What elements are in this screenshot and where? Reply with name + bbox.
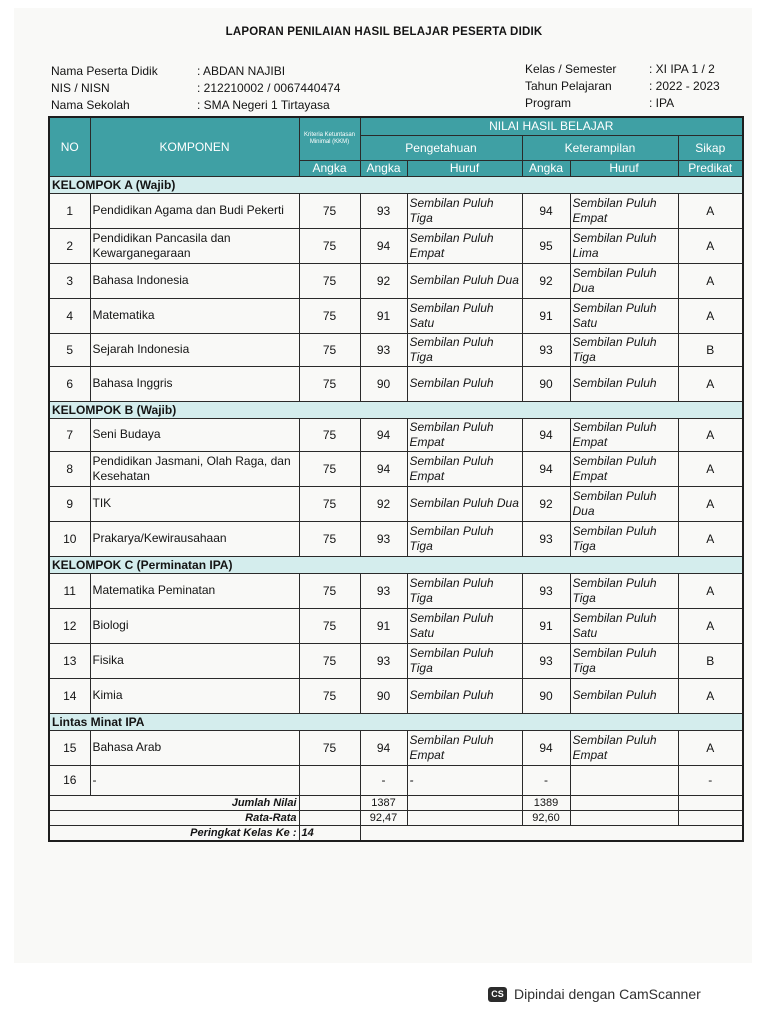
subject-name: Prakarya/Kewirausahaan (90, 521, 299, 556)
keterampilan-huruf: Sembilan Puluh Empat (570, 451, 678, 486)
group-label: KELOMPOK B (Wajib) (49, 401, 743, 418)
pengetahuan-angka: 93 (360, 643, 407, 678)
sikap-predikat: A (678, 366, 743, 401)
header-pengetahuan: Pengetahuan (360, 135, 522, 160)
kkm-value: 75 (299, 263, 360, 298)
kkm-value: 75 (299, 608, 360, 643)
pengetahuan-huruf: Sembilan Puluh Empat (407, 451, 522, 486)
class-label: Kelas / Semester (525, 62, 617, 76)
table-row (49, 228, 743, 263)
pengetahuan-huruf: Sembilan Puluh Tiga (407, 333, 522, 366)
row-number: 1 (49, 193, 90, 228)
header-p-huruf: Huruf (407, 160, 522, 176)
table-row (49, 451, 743, 486)
school-value: : SMA Negeri 1 Tirtayasa (197, 98, 330, 112)
header-k-angka: Angka (522, 160, 570, 176)
keterampilan-angka: 90 (522, 678, 570, 713)
rank-label: Peringkat Kelas Ke : (49, 825, 299, 841)
sikap-predikat: - (678, 765, 743, 795)
keterampilan-angka: 94 (522, 418, 570, 451)
table-row (49, 573, 743, 608)
keterampilan-angka: 93 (522, 521, 570, 556)
sikap-predikat: A (678, 451, 743, 486)
keterampilan-huruf: Sembilan Puluh Empat (570, 193, 678, 228)
table-row (49, 678, 743, 713)
keterampilan-angka: 93 (522, 643, 570, 678)
pengetahuan-huruf: Sembilan Puluh Dua (407, 263, 522, 298)
pengetahuan-angka: 90 (360, 678, 407, 713)
row-number: 4 (49, 298, 90, 333)
header-no: NO (49, 117, 90, 176)
header-predikat: Predikat (678, 160, 743, 176)
header-sikap: Sikap (678, 135, 743, 160)
pengetahuan-huruf: Sembilan Puluh Satu (407, 608, 522, 643)
total-row (49, 795, 743, 810)
header-komponen: KOMPONEN (90, 117, 299, 176)
table-row (49, 521, 743, 556)
subject-name: Bahasa Indonesia (90, 263, 299, 298)
sikap-predikat: B (678, 333, 743, 366)
keterampilan-huruf: Sembilan Puluh Satu (570, 298, 678, 333)
subject-name: Pendidikan Pancasila dan Kewarganegaraan (90, 228, 299, 263)
keterampilan-angka: 94 (522, 730, 570, 765)
row-number: 11 (49, 573, 90, 608)
grades-body (49, 176, 743, 841)
average-pred (678, 810, 743, 825)
row-number: 15 (49, 730, 90, 765)
table-row (49, 418, 743, 451)
pengetahuan-angka: 94 (360, 418, 407, 451)
sikap-predikat: A (678, 228, 743, 263)
pengetahuan-angka: 90 (360, 366, 407, 401)
pengetahuan-huruf: Sembilan Puluh Tiga (407, 643, 522, 678)
keterampilan-angka: 94 (522, 451, 570, 486)
year-value: : 2022 - 2023 (649, 79, 720, 93)
row-number: 16 (49, 765, 90, 795)
class-value: : XI IPA 1 / 2 (649, 62, 715, 76)
sikap-predikat: A (678, 730, 743, 765)
total-p-huruf (407, 795, 522, 810)
pengetahuan-angka: 93 (360, 333, 407, 366)
grades-table (48, 116, 744, 842)
group-label: KELOMPOK A (Wajib) (49, 176, 743, 193)
row-number: 7 (49, 418, 90, 451)
subject-name: Bahasa Inggris (90, 366, 299, 401)
keterampilan-angka: 92 (522, 263, 570, 298)
row-number: 3 (49, 263, 90, 298)
kkm-value: 75 (299, 418, 360, 451)
average-pengetahuan: 92,47 (360, 810, 407, 825)
kkm-value: 75 (299, 333, 360, 366)
keterampilan-angka: 93 (522, 333, 570, 366)
sikap-predikat: A (678, 608, 743, 643)
year-label: Tahun Pelajaran (525, 79, 612, 93)
row-number: 12 (49, 608, 90, 643)
average-label: Rata-Rata (49, 810, 299, 825)
keterampilan-huruf: Sembilan Puluh Tiga (570, 643, 678, 678)
average-k-huruf (570, 810, 678, 825)
subject-name: Sejarah Indonesia (90, 333, 299, 366)
row-number: 10 (49, 521, 90, 556)
kkm-value: 75 (299, 228, 360, 263)
kkm-value: 75 (299, 366, 360, 401)
camscanner-logo-icon: CS (488, 987, 507, 1002)
rank-empty (360, 825, 743, 841)
keterampilan-huruf: Sembilan Puluh (570, 366, 678, 401)
keterampilan-angka: 93 (522, 573, 570, 608)
kkm-value: 75 (299, 193, 360, 228)
row-number: 8 (49, 451, 90, 486)
group-row (49, 401, 743, 418)
pengetahuan-angka: 94 (360, 451, 407, 486)
pengetahuan-huruf: Sembilan Puluh Tiga (407, 193, 522, 228)
pengetahuan-huruf: Sembilan Puluh Empat (407, 228, 522, 263)
row-number: 6 (49, 366, 90, 401)
kkm-value: 75 (299, 730, 360, 765)
sikap-predikat: A (678, 678, 743, 713)
group-row (49, 176, 743, 193)
rank-value: 14 (299, 825, 360, 841)
pengetahuan-huruf: Sembilan Puluh (407, 366, 522, 401)
table-row (49, 263, 743, 298)
header-kkm: Kriteria Ketuntasan Minimal (KKM) (299, 117, 360, 160)
total-pred (678, 795, 743, 810)
kkm-value: 75 (299, 643, 360, 678)
kkm-value: 75 (299, 486, 360, 521)
pengetahuan-angka: 92 (360, 263, 407, 298)
kkm-value: 75 (299, 521, 360, 556)
table-row (49, 333, 743, 366)
keterampilan-angka: 91 (522, 608, 570, 643)
total-label: Jumlah Nilai (49, 795, 299, 810)
student-name-label: Nama Peserta Didik (51, 64, 158, 78)
keterampilan-angka: 95 (522, 228, 570, 263)
school-label: Nama Sekolah (51, 98, 130, 112)
average-keterampilan: 92,60 (522, 810, 570, 825)
table-row (49, 486, 743, 521)
total-k-huruf (570, 795, 678, 810)
row-number: 2 (49, 228, 90, 263)
header-k-huruf: Huruf (570, 160, 678, 176)
keterampilan-angka: - (522, 765, 570, 795)
subject-name: Kimia (90, 678, 299, 713)
table-row (49, 730, 743, 765)
pengetahuan-angka: 91 (360, 608, 407, 643)
table-row (49, 643, 743, 678)
camscanner-text: Dipindai dengan CamScanner (514, 986, 701, 1002)
table-row (49, 366, 743, 401)
group-row (49, 713, 743, 730)
sikap-predikat: B (678, 643, 743, 678)
header-nilai: NILAI HASIL BELAJAR (360, 117, 743, 135)
average-row (49, 810, 743, 825)
program-label: Program (525, 96, 572, 110)
pengetahuan-huruf: Sembilan Puluh Tiga (407, 521, 522, 556)
subject-name: Bahasa Arab (90, 730, 299, 765)
kkm-value: 75 (299, 298, 360, 333)
keterampilan-huruf (570, 765, 678, 795)
pengetahuan-angka: 92 (360, 486, 407, 521)
nis-label: NIS / NISN (51, 81, 110, 95)
keterampilan-huruf: Sembilan Puluh Tiga (570, 521, 678, 556)
pengetahuan-huruf: Sembilan Puluh Empat (407, 418, 522, 451)
sikap-predikat: A (678, 263, 743, 298)
kkm-value: 75 (299, 451, 360, 486)
keterampilan-angka: 94 (522, 193, 570, 228)
keterampilan-huruf: Sembilan Puluh Satu (570, 608, 678, 643)
pengetahuan-huruf: Sembilan Puluh Satu (407, 298, 522, 333)
student-name-value: : ABDAN NAJIBI (197, 64, 286, 78)
pengetahuan-angka: 93 (360, 573, 407, 608)
nis-value: : 212210002 / 0067440474 (197, 81, 341, 95)
kkm-value: 75 (299, 678, 360, 713)
total-keterampilan: 1389 (522, 795, 570, 810)
rank-row (49, 825, 743, 841)
keterampilan-huruf: Sembilan Puluh Dua (570, 486, 678, 521)
group-label: Lintas Minat IPA (49, 713, 743, 730)
row-number: 9 (49, 486, 90, 521)
header-keterampilan: Keterampilan (522, 135, 678, 160)
average-p-huruf (407, 810, 522, 825)
sikap-predikat: A (678, 573, 743, 608)
camscanner-watermark (488, 986, 701, 1002)
pengetahuan-angka: - (360, 765, 407, 795)
sikap-predikat: A (678, 521, 743, 556)
row-number: 13 (49, 643, 90, 678)
table-row (49, 765, 743, 795)
pengetahuan-angka: 93 (360, 521, 407, 556)
total-kkm (299, 795, 360, 810)
keterampilan-angka: 90 (522, 366, 570, 401)
subject-name: Matematika (90, 298, 299, 333)
keterampilan-huruf: Sembilan Puluh Empat (570, 418, 678, 451)
subject-name: - (90, 765, 299, 795)
keterampilan-huruf: Sembilan Puluh Lima (570, 228, 678, 263)
row-number: 5 (49, 333, 90, 366)
table-row (49, 608, 743, 643)
kkm-value: 75 (299, 573, 360, 608)
group-label: KELOMPOK C (Perminatan IPA) (49, 556, 743, 573)
keterampilan-huruf: Sembilan Puluh Tiga (570, 333, 678, 366)
row-number: 14 (49, 678, 90, 713)
sikap-predikat: A (678, 486, 743, 521)
pengetahuan-angka: 94 (360, 228, 407, 263)
keterampilan-angka: 92 (522, 486, 570, 521)
group-row (49, 556, 743, 573)
sikap-predikat: A (678, 418, 743, 451)
subject-name: Biologi (90, 608, 299, 643)
keterampilan-huruf: Sembilan Puluh Tiga (570, 573, 678, 608)
keterampilan-angka: 91 (522, 298, 570, 333)
table-row (49, 298, 743, 333)
program-value: : IPA (649, 96, 675, 110)
subject-name: Matematika Peminatan (90, 573, 299, 608)
total-pengetahuan: 1387 (360, 795, 407, 810)
keterampilan-huruf: Sembilan Puluh Dua (570, 263, 678, 298)
keterampilan-huruf: Sembilan Puluh Empat (570, 730, 678, 765)
subject-name: Fisika (90, 643, 299, 678)
pengetahuan-huruf: Sembilan Puluh Tiga (407, 573, 522, 608)
header-kkm-angka: Angka (299, 160, 360, 176)
pengetahuan-huruf: Sembilan Puluh Empat (407, 730, 522, 765)
keterampilan-huruf: Sembilan Puluh (570, 678, 678, 713)
header-p-angka: Angka (360, 160, 407, 176)
pengetahuan-angka: 91 (360, 298, 407, 333)
pengetahuan-huruf: Sembilan Puluh Dua (407, 486, 522, 521)
sikap-predikat: A (678, 193, 743, 228)
kkm-value (299, 765, 360, 795)
subject-name: TIK (90, 486, 299, 521)
sikap-predikat: A (678, 298, 743, 333)
pengetahuan-huruf: - (407, 765, 522, 795)
pengetahuan-angka: 94 (360, 730, 407, 765)
subject-name: Pendidikan Agama dan Budi Pekerti (90, 193, 299, 228)
pengetahuan-huruf: Sembilan Puluh (407, 678, 522, 713)
subject-name: Seni Budaya (90, 418, 299, 451)
table-row (49, 193, 743, 228)
pengetahuan-angka: 93 (360, 193, 407, 228)
report-title: LAPORAN PENILAIAN HASIL BELAJAR PESERTA DIDIK (225, 26, 543, 38)
subject-name: Pendidikan Jasmani, Olah Raga, dan Kesehatan (90, 451, 299, 486)
average-kkm (299, 810, 360, 825)
